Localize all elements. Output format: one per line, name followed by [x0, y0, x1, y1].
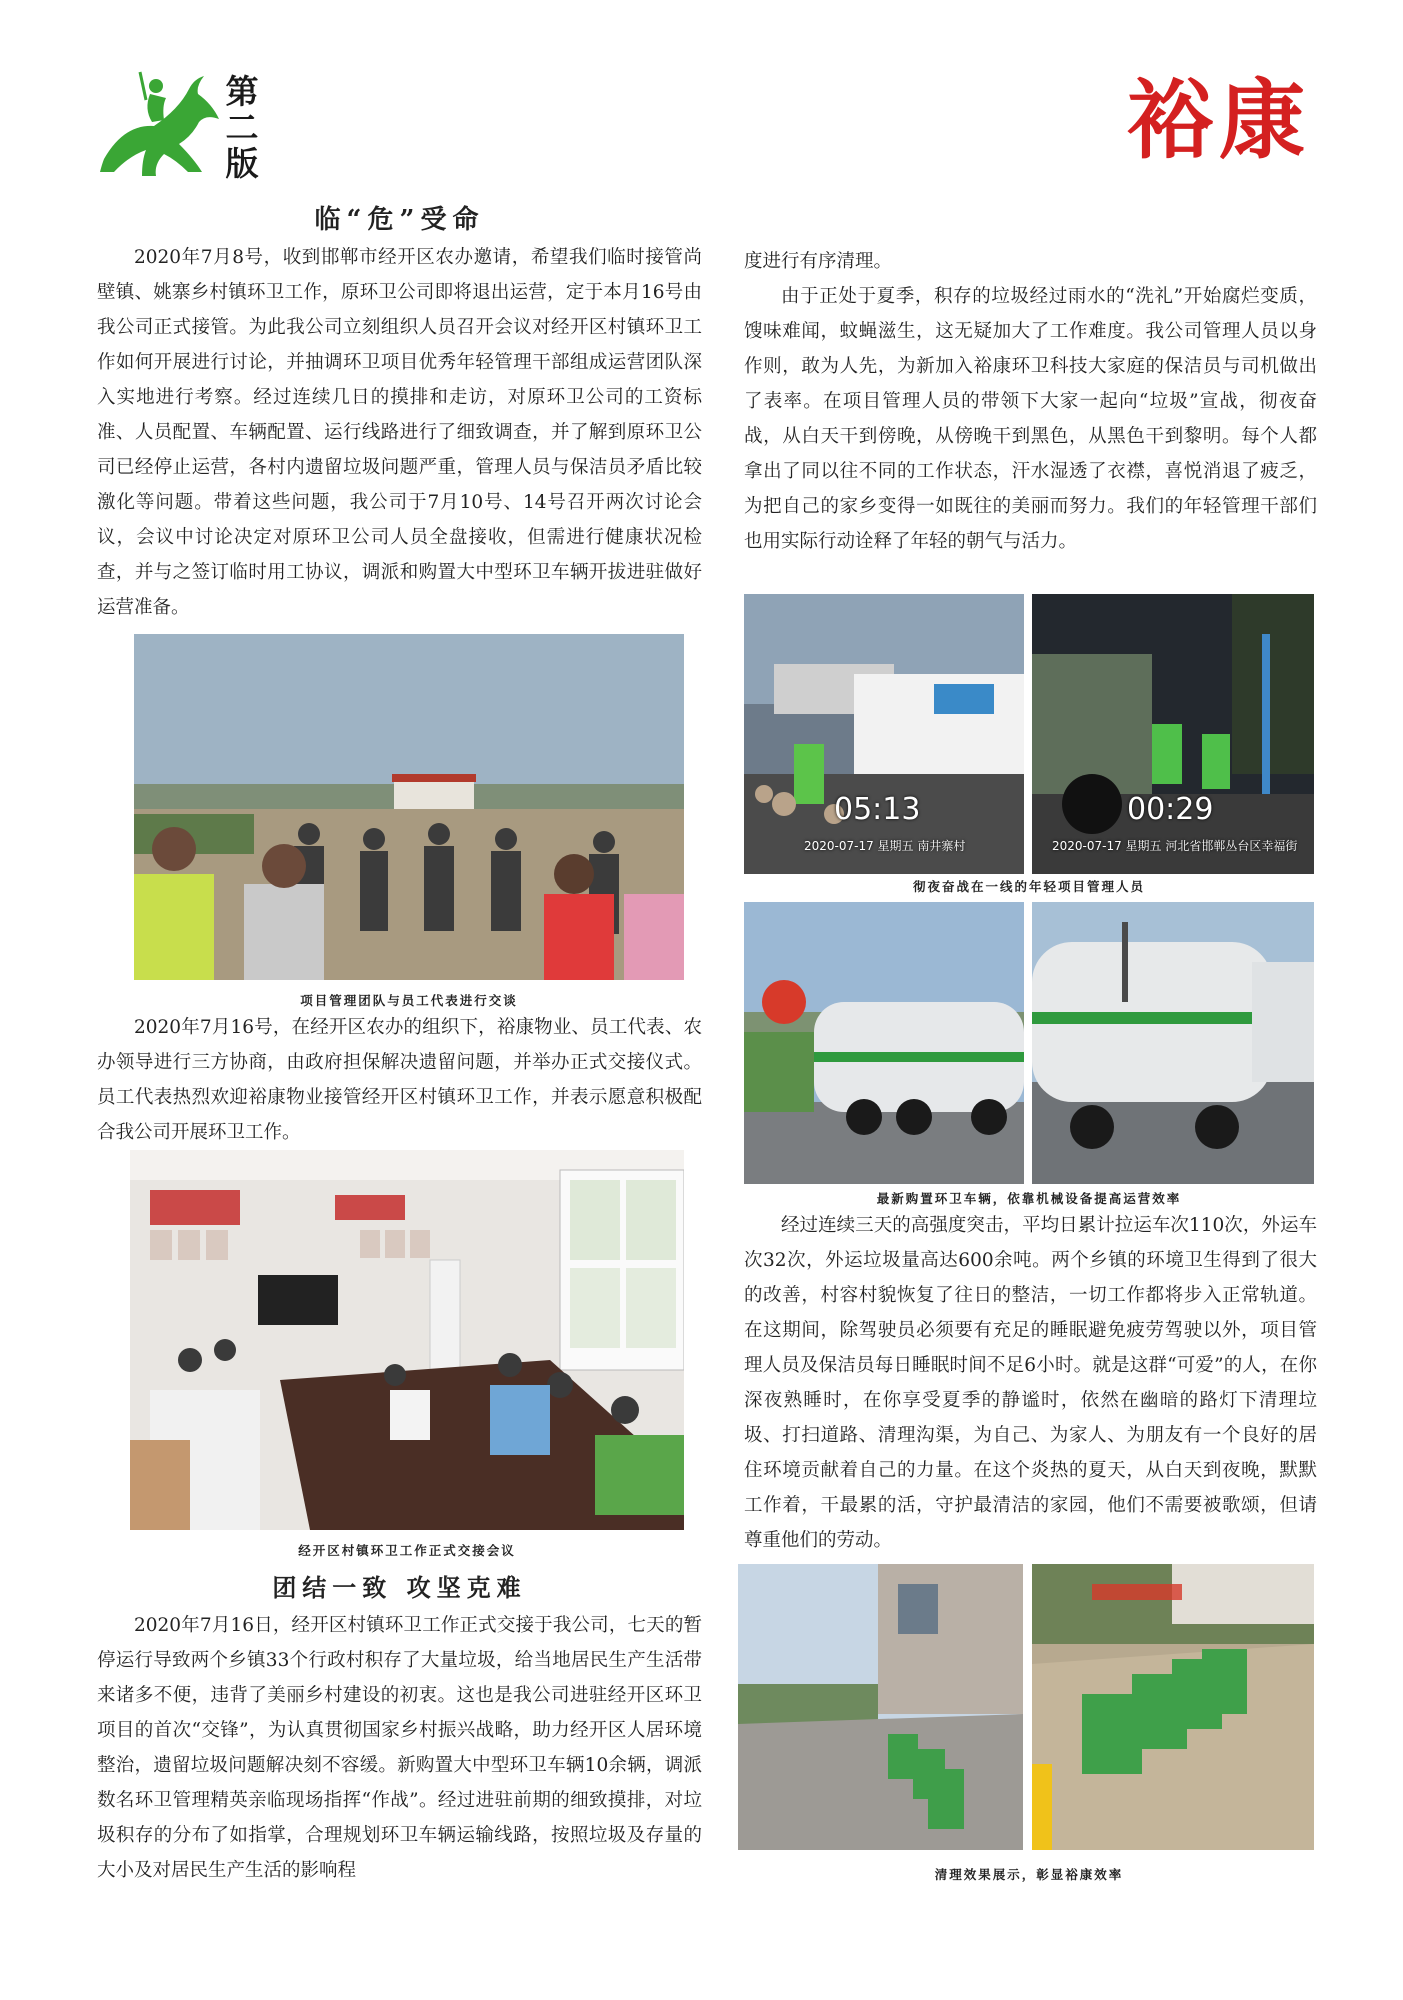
article1-column-2	[97, 1010, 702, 1150]
article1-paragraph-2: 2020年7月16号，在经开区农办的组织下，裕康物业、员工代表、农办领导进行三方协商，由政府担保解决遗留问题，并举办正式交接仪式。员工代表热烈欢迎裕康物业接管经开区村镇环卫工作，并表示愿意积极配合我公司开展环卫工作。	[97, 1017, 702, 1143]
article2-column-left	[97, 1568, 702, 1888]
photo-date-stamp: 2020-07-17 星期五 南井寨村	[804, 839, 966, 853]
photo-night-work-2	[1032, 594, 1314, 874]
photo-handover-meeting	[130, 1150, 684, 1530]
article1-paragraph: 2020年7月8号，收到邯郸市经开区农办邀请，希望我们临时接管尚壁镇、姚寨乡村镇环卫工作，原环卫公司即将退出运营，定于本月16号由我公司正式接管。为此我公司立刻组织人员召开会议对经开区村镇环卫工作如何开展进行讨论，并抽调环卫项目优秀年轻管理干部组成运营团队深入实地进行考察。经过连续几日的摸排和走访，对原环卫公司的工资标准、人员配置、车辆配置、运行线路进行了细致调查，并了解到原环卫公司已经停止运营，各村内遗留垃圾问题严重，管理人员与保洁员矛盾比较激化等问题。带着这些问题，我公司于7月10号、14号召开两次讨论会议，会议中讨论决定对原环卫公司人员全盘接收，但需进行健康状况检查，并与之签订临时用工协议，调派和购置大中型环卫车辆开拔进驻做好运营准备。	[97, 247, 702, 618]
caption-team-talk: 项目管理团队与员工代表进行交谈	[300, 993, 518, 1008]
photo-clean-street	[738, 1564, 1023, 1850]
edition-label: 第二版	[225, 72, 259, 183]
photo-new-truck-1	[744, 902, 1024, 1184]
photo-time-stamp: 00:29	[1127, 792, 1214, 827]
caption-handover-meeting: 经开区村镇环卫工作正式交接会议	[298, 1543, 516, 1558]
brand-title: 裕康	[1127, 70, 1311, 171]
article2-paragraph-continued: 度进行有序清理。	[744, 251, 893, 272]
caption-new-trucks: 最新购置环卫车辆，依靠机械设备提高运营效率	[876, 1191, 1182, 1206]
photo-green-bins	[1032, 1564, 1314, 1850]
article1-headline: 临“危”受命	[314, 205, 485, 235]
photo-date-stamp: 2020-07-17 星期五 河北省邯郸丛台区幸福街	[1052, 839, 1298, 853]
article2-headline: 团结一致 攻坚克难	[272, 1573, 527, 1602]
article2-column-right-2	[744, 1208, 1317, 1558]
article2-column-right	[744, 244, 1317, 559]
article1-column	[97, 200, 702, 625]
photo-new-truck-2	[1032, 902, 1314, 1184]
green-horse-rider-logo	[84, 64, 234, 184]
article2-paragraph-1: 2020年7月16日，经开区村镇环卫工作正式交接于我公司，七天的暂停运行导致两个乡镇33个行政村积存了大量垃圾，给当地居民生产生活带来诸多不便，违背了美丽乡村建设的初衷。这也是我公司进驻经开区环卫项目的首次“交锋”，为认真贯彻国家乡村振兴战略，助力经开区人居环境整治，遗留垃圾问题解决刻不容缓。新购置大中型环卫车辆10余辆，调派数名环卫管理精英亲临现场指挥“作战”。经过进驻前期的细致摸排，对垃圾积存的分布了如指掌，合理规划环卫车辆运输线路，按照垃圾及存量的大小及对居民生产生活的影响程	[97, 1615, 702, 1881]
photo-night-work-1	[744, 594, 1024, 874]
article2-paragraph-3: 经过连续三天的高强度突击，平均日累计拉运车次110次，外运车次32次，外运垃圾量高达600余吨。两个乡镇的环境卫生得到了很大的改善，村容村貌恢复了往日的整洁，一切工作都将步入正常轨道。在这期间，除驾驶员必须要有充足的睡眠避免疲劳驾驶以外，项目管理人员及保洁员每日睡眠时间不足6小时。就是这群“可爱”的人，在你深夜熟睡时，在你享受夏季的静谧时，依然在幽暗的路灯下清理垃圾、打扫道路、清理沟渠，为自己、为家人、为朋友有一个良好的居住环境贡献着自己的力量。在这个炎热的夏天，从白天到夜晚，默默工作着，干最累的活，守护最清洁的家园，他们不需要被歌颂，但请尊重他们的劳动。	[744, 1215, 1317, 1551]
caption-night-work: 彻夜奋战在一线的年轻项目管理人员	[912, 879, 1145, 894]
article2-paragraph-2: 由于正处于夏季，积存的垃圾经过雨水的“洗礼”开始腐烂变质，馊味难闻，蚊蝇滋生，这无疑加大了工作难度。我公司管理人员以身作则，敢为人先，为新加入裕康环卫科技大家庭的保洁员与司机做出了表率。在项目管理人员的带领下大家一起向“垃圾”宣战，彻夜奋战，从白天干到傍晚，从傍晚干到黑色，从黑色干到黎明。每个人都拿出了同以往不同的工作状态，汗水湿透了衣襟，喜悦消退了疲乏，为把自己的家乡变得一如既往的美丽而努力。我们的年轻管理干部们也用实际行动诠释了年轻的朝气与活力。	[744, 286, 1317, 552]
photo-time-stamp: 05:13	[834, 792, 921, 827]
photo-team-talk	[134, 634, 684, 980]
caption-cleanup-results: 清理效果展示，彰显裕康效率	[934, 1867, 1124, 1882]
